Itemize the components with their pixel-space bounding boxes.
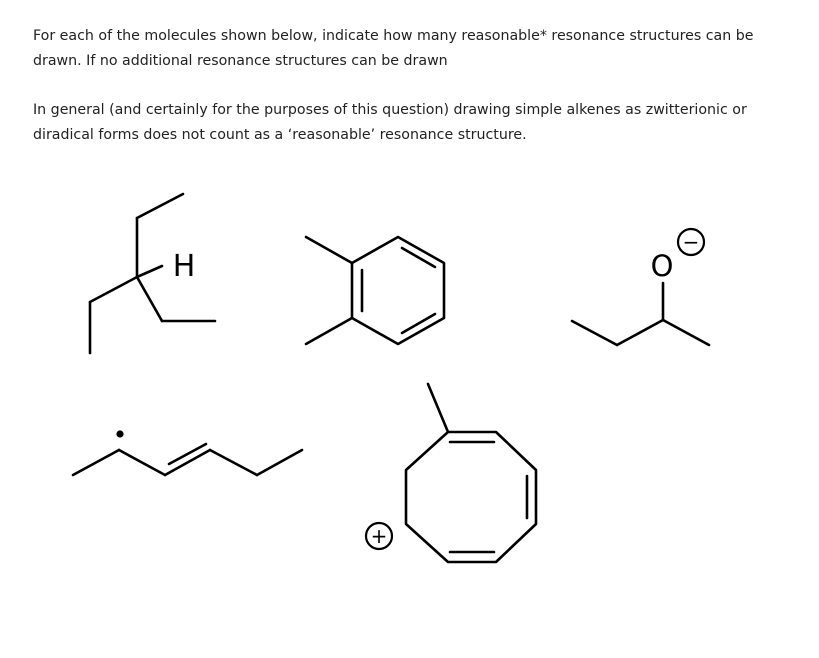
molecule-cyclooctatrienyl-cation [366,384,536,562]
molecule-xylene [306,237,444,344]
molecule-alkoxide [572,229,709,345]
radical-dot [116,430,123,437]
oxygen-label: O [650,249,674,283]
negative-charge-sign: − [682,230,700,254]
hydrogen-label: H [172,249,196,284]
question-paragraph-1: For each of the molecules shown below, indicate how many reasonable* resonance structures can be drawn. If no additional resonance structures can be drawn [33,28,754,69]
molecule-radical-alkene [73,430,302,475]
question-paragraph-2: In general (and certainly for the purposes of this question) drawing simple alkenes as zwitterionic or diradical forms does not count as a ‘reasonable’ resonance structure. [33,102,747,143]
positive-charge-sign: + [370,524,388,548]
molecule-alkane-with-h [90,194,215,353]
